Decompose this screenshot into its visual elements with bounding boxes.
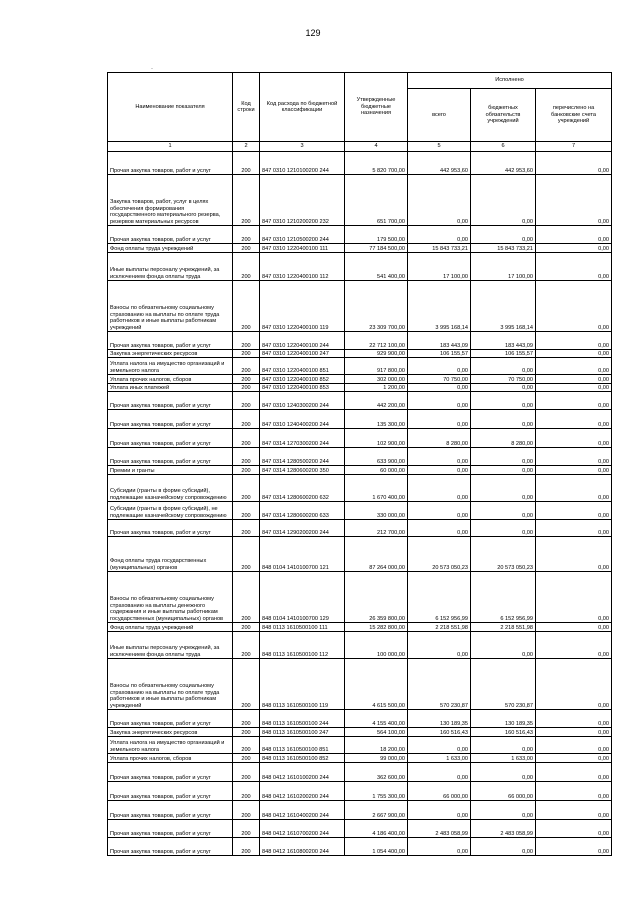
row-total: 0,00: [408, 226, 471, 244]
row-total: 0,00: [408, 632, 471, 659]
row-approved: 4 186 400,00: [345, 820, 408, 838]
row-total: 183 443,09: [408, 332, 471, 350]
row-institutions: 2 483 058,99: [471, 820, 536, 838]
row-transferred: 0,00: [536, 520, 612, 537]
table-row: [108, 475, 612, 502]
table-row: [108, 537, 612, 572]
header-kbk: Код расхода по бюджетной классификации: [260, 73, 345, 142]
row-total: 8 280,00: [408, 429, 471, 448]
row-code: 200: [233, 801, 260, 820]
row-total: 0,00: [408, 737, 471, 754]
row-code: 200: [233, 710, 260, 728]
row-approved: 22 712 100,00: [345, 332, 408, 350]
row-approved: 212 700,00: [345, 520, 408, 537]
row-name: Прочая закупка товаров, работ и услуг: [108, 152, 233, 175]
row-code: 200: [233, 763, 260, 782]
row-approved: 102 900,00: [345, 429, 408, 448]
row-name: Взносы по обязательному социальному страхованию на выплаты по оплате труда работников и иные выплаты работникам учреждений: [108, 659, 233, 710]
row-approved: 179 500,00: [345, 226, 408, 244]
row-transferred: 0,00: [536, 253, 612, 281]
row-transferred: 0,00: [536, 226, 612, 244]
row-approved: 330 000,00: [345, 502, 408, 520]
row-total: 130 189,35: [408, 710, 471, 728]
row-kbk: 847 0310 1220400100 852: [260, 375, 345, 384]
row-institutions: 570 230,87: [471, 659, 536, 710]
row-approved: 4 615 500,00: [345, 659, 408, 710]
row-total: 0,00: [408, 763, 471, 782]
row-code: 200: [233, 632, 260, 659]
row-code: 200: [233, 226, 260, 244]
row-approved: 23 309 700,00: [345, 281, 408, 332]
row-name: Прочая закупка товаров, работ и услуг: [108, 448, 233, 466]
row-kbk: 847 0314 1270300200 244: [260, 429, 345, 448]
row-kbk: 847 0310 1210500200 244: [260, 226, 345, 244]
row-kbk: 848 0113 1610500100 111: [260, 623, 345, 632]
table-row: [108, 782, 612, 801]
table-row: [108, 838, 612, 856]
row-institutions: 2 218 551,98: [471, 623, 536, 632]
row-code: 200: [233, 281, 260, 332]
row-name: Иные выплаты персоналу учреждений, за исключением фонда оплаты труда: [108, 632, 233, 659]
row-kbk: 848 0113 1610500100 112: [260, 632, 345, 659]
row-transferred: 0,00: [536, 728, 612, 737]
row-code: 200: [233, 253, 260, 281]
row-institutions: 1 633,00: [471, 754, 536, 763]
row-kbk: 848 0412 1610700200 244: [260, 820, 345, 838]
row-code: 200: [233, 429, 260, 448]
table-row: [108, 632, 612, 659]
row-transferred: 0,00: [536, 659, 612, 710]
table-row: [108, 820, 612, 838]
row-kbk: 847 0314 1280600200 633: [260, 502, 345, 520]
row-institutions: 0,00: [471, 466, 536, 475]
row-total: 0,00: [408, 358, 471, 375]
row-institutions: 0,00: [471, 358, 536, 375]
row-name: Прочая закупка товаров, работ и услуг: [108, 332, 233, 350]
row-total: 17 100,00: [408, 253, 471, 281]
row-name: Прочая закупка товаров, работ и услуг: [108, 801, 233, 820]
table-row: [108, 375, 612, 384]
row-kbk: 847 0310 1220400100 112: [260, 253, 345, 281]
row-code: 200: [233, 358, 260, 375]
table-row: [108, 572, 612, 623]
row-code: 200: [233, 375, 260, 384]
row-transferred: 0,00: [536, 384, 612, 392]
table-row: [108, 152, 612, 175]
header-transferred: перечислено на банковские счета учреждений: [536, 89, 612, 142]
row-code: 200: [233, 466, 260, 475]
row-total: 3 995 168,14: [408, 281, 471, 332]
row-institutions: 0,00: [471, 763, 536, 782]
row-institutions: 0,00: [471, 520, 536, 537]
row-institutions: 0,00: [471, 384, 536, 392]
table-row: [108, 801, 612, 820]
row-code: 200: [233, 754, 260, 763]
row-approved: 302 000,00: [345, 375, 408, 384]
row-name: Прочая закупка товаров, работ и услуг: [108, 838, 233, 856]
row-code: 200: [233, 332, 260, 350]
row-name: Уплата прочих налогов, сборов: [108, 375, 233, 384]
row-kbk: 847 0310 1220400100 853: [260, 384, 345, 392]
row-kbk: 847 0310 1240300200 244: [260, 392, 345, 410]
row-name: Закупка энергетических ресурсов: [108, 350, 233, 358]
row-transferred: 0,00: [536, 537, 612, 572]
row-institutions: 70 750,00: [471, 375, 536, 384]
table-row: [108, 763, 612, 782]
row-name: Закупка товаров, работ, услуг в целях обеспечения формирования государственного материального резерва, резервов материальных ресурсов: [108, 175, 233, 226]
row-transferred: 0,00: [536, 801, 612, 820]
row-total: 0,00: [408, 520, 471, 537]
row-total: 0,00: [408, 502, 471, 520]
table-row: [108, 226, 612, 244]
row-kbk: 847 0310 1210100200 244: [260, 152, 345, 175]
row-kbk: 847 0314 1280600200 350: [260, 466, 345, 475]
row-name: Субсидии (гранты в форме субсидий), подлежащие казначейскому сопровождению: [108, 475, 233, 502]
row-institutions: 17 100,00: [471, 253, 536, 281]
row-transferred: 0,00: [536, 466, 612, 475]
row-institutions: 0,00: [471, 392, 536, 410]
header-name: Наименование показателя: [108, 73, 233, 142]
row-kbk: 847 0310 1220400100 119: [260, 281, 345, 332]
row-approved: 564 100,00: [345, 728, 408, 737]
row-institutions: 160 516,43: [471, 728, 536, 737]
table-row: [108, 502, 612, 520]
table-row: [108, 410, 612, 429]
row-transferred: 0,00: [536, 820, 612, 838]
row-institutions: 66 000,00: [471, 782, 536, 801]
table-row: [108, 659, 612, 710]
table-row: [108, 384, 612, 392]
row-code: 200: [233, 448, 260, 466]
row-kbk: 847 0310 1210200200 232: [260, 175, 345, 226]
header-executed: Исполнено: [408, 73, 612, 89]
row-approved: 87 264 000,00: [345, 537, 408, 572]
row-kbk: 847 0314 1280500200 244: [260, 448, 345, 466]
row-total: 2 483 058,99: [408, 820, 471, 838]
row-code: 200: [233, 623, 260, 632]
table-row: [108, 358, 612, 375]
row-institutions: 0,00: [471, 475, 536, 502]
row-name: Уплата налога на имущество организаций и земельного налога: [108, 358, 233, 375]
table-row: [108, 392, 612, 410]
row-name: Фонд оплаты труда государственных (муниципальных) органов: [108, 537, 233, 572]
row-approved: 2 667 900,00: [345, 801, 408, 820]
row-kbk: 848 0412 1610400200 244: [260, 801, 345, 820]
row-institutions: 0,00: [471, 502, 536, 520]
row-transferred: 0,00: [536, 358, 612, 375]
row-institutions: 0,00: [471, 410, 536, 429]
row-name: Премии и гранты: [108, 466, 233, 475]
column-number: 2: [233, 142, 260, 152]
row-institutions: 183 443,09: [471, 332, 536, 350]
row-approved: 26 359 800,00: [345, 572, 408, 623]
row-approved: 15 282 800,00: [345, 623, 408, 632]
row-code: 200: [233, 838, 260, 856]
row-transferred: 0,00: [536, 763, 612, 782]
row-institutions: 15 843 733,21: [471, 244, 536, 253]
row-approved: 651 700,00: [345, 175, 408, 226]
row-code: 200: [233, 537, 260, 572]
header-total: всего: [408, 89, 471, 142]
row-code: 200: [233, 152, 260, 175]
column-number: 3: [260, 142, 345, 152]
row-approved: 5 820 700,00: [345, 152, 408, 175]
row-transferred: 0,00: [536, 502, 612, 520]
column-number: 4: [345, 142, 408, 152]
row-approved: 18 200,00: [345, 737, 408, 754]
row-approved: 1 755 300,00: [345, 782, 408, 801]
row-transferred: 0,00: [536, 737, 612, 754]
row-approved: 541 400,00: [345, 253, 408, 281]
row-approved: 442 200,00: [345, 392, 408, 410]
row-institutions: 0,00: [471, 448, 536, 466]
row-institutions: 0,00: [471, 226, 536, 244]
row-total: 0,00: [408, 801, 471, 820]
row-total: 570 230,87: [408, 659, 471, 710]
row-kbk: 847 0310 1220400100 851: [260, 358, 345, 375]
row-code: 200: [233, 820, 260, 838]
row-total: 0,00: [408, 466, 471, 475]
row-kbk: 848 0104 1410100700 129: [260, 572, 345, 623]
row-total: 0,00: [408, 384, 471, 392]
row-name: Прочая закупка товаров, работ и услуг: [108, 226, 233, 244]
row-name: Прочая закупка товаров, работ и услуг: [108, 520, 233, 537]
row-transferred: 0,00: [536, 782, 612, 801]
budget-execution-table: [107, 72, 612, 856]
row-total: 0,00: [408, 448, 471, 466]
row-total: 0,00: [408, 410, 471, 429]
row-institutions: 20 573 050,23: [471, 537, 536, 572]
row-code: 200: [233, 350, 260, 358]
row-code: 200: [233, 244, 260, 253]
row-name: Прочая закупка товаров, работ и услуг: [108, 782, 233, 801]
row-transferred: 0,00: [536, 281, 612, 332]
row-name: Субсидии (гранты в форме субсидий), не подлежащие казначейскому сопровождению: [108, 502, 233, 520]
row-name: Уплата иных платежей: [108, 384, 233, 392]
row-kbk: 848 0113 1610500100 244: [260, 710, 345, 728]
table-row: [108, 175, 612, 226]
row-institutions: 0,00: [471, 737, 536, 754]
row-institutions: 106 155,57: [471, 350, 536, 358]
row-kbk: 848 0113 1610500100 851: [260, 737, 345, 754]
column-number: 7: [536, 142, 612, 152]
row-kbk: 847 0314 1280600200 632: [260, 475, 345, 502]
row-code: 200: [233, 728, 260, 737]
row-total: 66 000,00: [408, 782, 471, 801]
column-number: 1: [108, 142, 233, 152]
row-approved: 362 600,00: [345, 763, 408, 782]
table-row: [108, 466, 612, 475]
row-kbk: 848 0412 1610200200 244: [260, 782, 345, 801]
row-name: Прочая закупка товаров, работ и услуг: [108, 429, 233, 448]
row-approved: 135 300,00: [345, 410, 408, 429]
row-approved: 4 155 400,00: [345, 710, 408, 728]
row-name: Прочая закупка товаров, работ и услуг: [108, 710, 233, 728]
table-row: [108, 520, 612, 537]
row-total: 70 750,00: [408, 375, 471, 384]
row-approved: 99 000,00: [345, 754, 408, 763]
row-approved: 100 000,00: [345, 632, 408, 659]
row-transferred: 0,00: [536, 375, 612, 384]
row-code: 200: [233, 520, 260, 537]
row-code: 200: [233, 572, 260, 623]
page-number: 129: [305, 28, 321, 38]
row-total: 15 843 733,21: [408, 244, 471, 253]
row-transferred: 0,00: [536, 448, 612, 466]
row-name: Фонд оплаты труда учреждений: [108, 623, 233, 632]
row-total: 0,00: [408, 175, 471, 226]
row-transferred: 0,00: [536, 410, 612, 429]
row-total: 6 152 956,99: [408, 572, 471, 623]
table-row: [108, 244, 612, 253]
row-institutions: 6 152 956,99: [471, 572, 536, 623]
row-kbk: 847 0310 1220400100 111: [260, 244, 345, 253]
row-code: 200: [233, 175, 260, 226]
row-transferred: 0,00: [536, 475, 612, 502]
row-name: Уплата прочих налогов, сборов: [108, 754, 233, 763]
row-name: Взносы по обязательному социальному страхованию на выплаты денежного содержания и иные выплаты работникам государственных (муниципальных) органов: [108, 572, 233, 623]
row-transferred: 0,00: [536, 754, 612, 763]
row-institutions: 0,00: [471, 632, 536, 659]
table-row: [108, 350, 612, 358]
row-name: Прочая закупка товаров, работ и услуг: [108, 763, 233, 782]
row-transferred: 0,00: [536, 710, 612, 728]
row-transferred: 0,00: [536, 244, 612, 253]
row-kbk: 848 0412 1610100200 244: [260, 763, 345, 782]
row-name: Прочая закупка товаров, работ и услуг: [108, 410, 233, 429]
row-institutions: 442 953,60: [471, 152, 536, 175]
table-row: [108, 754, 612, 763]
row-total: 160 516,43: [408, 728, 471, 737]
table-row: [108, 728, 612, 737]
row-code: 200: [233, 392, 260, 410]
row-institutions: 3 995 168,14: [471, 281, 536, 332]
row-total: 1 633,00: [408, 754, 471, 763]
scan-mark: ·: [151, 66, 153, 72]
row-name: Уплата налога на имущество организаций и земельного налога: [108, 737, 233, 754]
row-transferred: 0,00: [536, 392, 612, 410]
row-transferred: 0,00: [536, 429, 612, 448]
row-code: 200: [233, 502, 260, 520]
row-transferred: 0,00: [536, 152, 612, 175]
row-institutions: 8 280,00: [471, 429, 536, 448]
table-row: [108, 737, 612, 754]
row-institutions: 0,00: [471, 801, 536, 820]
row-transferred: 0,00: [536, 632, 612, 659]
header-approved: Утвержденные бюджетные назначения: [345, 73, 408, 142]
row-name: Иные выплаты персоналу учреждений, за исключением фонда оплаты труда: [108, 253, 233, 281]
row-total: 442 953,60: [408, 152, 471, 175]
row-kbk: 847 0310 1220400100 244: [260, 332, 345, 350]
column-number: 6: [471, 142, 536, 152]
row-code: 200: [233, 737, 260, 754]
row-transferred: 0,00: [536, 623, 612, 632]
row-code: 200: [233, 410, 260, 429]
row-transferred: 0,00: [536, 175, 612, 226]
row-code: 200: [233, 475, 260, 502]
row-kbk: 847 0310 1220400100 247: [260, 350, 345, 358]
row-kbk: 847 0314 1290200200 244: [260, 520, 345, 537]
row-approved: 929 900,00: [345, 350, 408, 358]
table-row: [108, 253, 612, 281]
row-transferred: 0,00: [536, 838, 612, 856]
row-total: 20 573 050,23: [408, 537, 471, 572]
table-body: [108, 152, 612, 856]
row-approved: 77 184 500,00: [345, 244, 408, 253]
row-code: 200: [233, 782, 260, 801]
row-transferred: 0,00: [536, 332, 612, 350]
header-code: Код строки: [233, 73, 260, 142]
row-kbk: 848 0113 1610500100 119: [260, 659, 345, 710]
row-transferred: 0,00: [536, 572, 612, 623]
table-row: [108, 710, 612, 728]
table-row: [108, 332, 612, 350]
row-kbk: 848 0104 1410100700 121: [260, 537, 345, 572]
table-row: [108, 429, 612, 448]
row-kbk: 848 0412 1610800200 244: [260, 838, 345, 856]
row-approved: 1 200,00: [345, 384, 408, 392]
row-name: Фонд оплаты труда учреждений: [108, 244, 233, 253]
row-kbk: 848 0113 1610500100 247: [260, 728, 345, 737]
row-code: 200: [233, 384, 260, 392]
row-institutions: 0,00: [471, 838, 536, 856]
row-name: Прочая закупка товаров, работ и услуг: [108, 392, 233, 410]
row-total: 0,00: [408, 392, 471, 410]
row-institutions: 130 189,35: [471, 710, 536, 728]
row-institutions: 0,00: [471, 175, 536, 226]
row-total: 106 155,57: [408, 350, 471, 358]
row-approved: 633 900,00: [345, 448, 408, 466]
row-approved: 60 000,00: [345, 466, 408, 475]
row-approved: 1 054 400,00: [345, 838, 408, 856]
row-approved: 917 800,00: [345, 358, 408, 375]
column-number: 5: [408, 142, 471, 152]
row-total: 0,00: [408, 475, 471, 502]
row-kbk: 848 0113 1610500100 852: [260, 754, 345, 763]
table-row: [108, 448, 612, 466]
table-row: [108, 623, 612, 632]
row-total: 2 218 551,98: [408, 623, 471, 632]
row-transferred: 0,00: [536, 350, 612, 358]
row-kbk: 847 0310 1240400200 244: [260, 410, 345, 429]
table-row: [108, 281, 612, 332]
row-name: Прочая закупка товаров, работ и услуг: [108, 820, 233, 838]
row-name: Закупка энергетических ресурсов: [108, 728, 233, 737]
row-total: 0,00: [408, 838, 471, 856]
row-approved: 1 670 400,00: [345, 475, 408, 502]
column-numbers-row: [108, 142, 612, 152]
row-code: 200: [233, 659, 260, 710]
row-name: Взносы по обязательному социальному страхованию на выплаты по оплате труда работников и иные выплаты работникам учреждений: [108, 281, 233, 332]
header-institutions: бюджетных обязательств учреждений: [471, 89, 536, 142]
